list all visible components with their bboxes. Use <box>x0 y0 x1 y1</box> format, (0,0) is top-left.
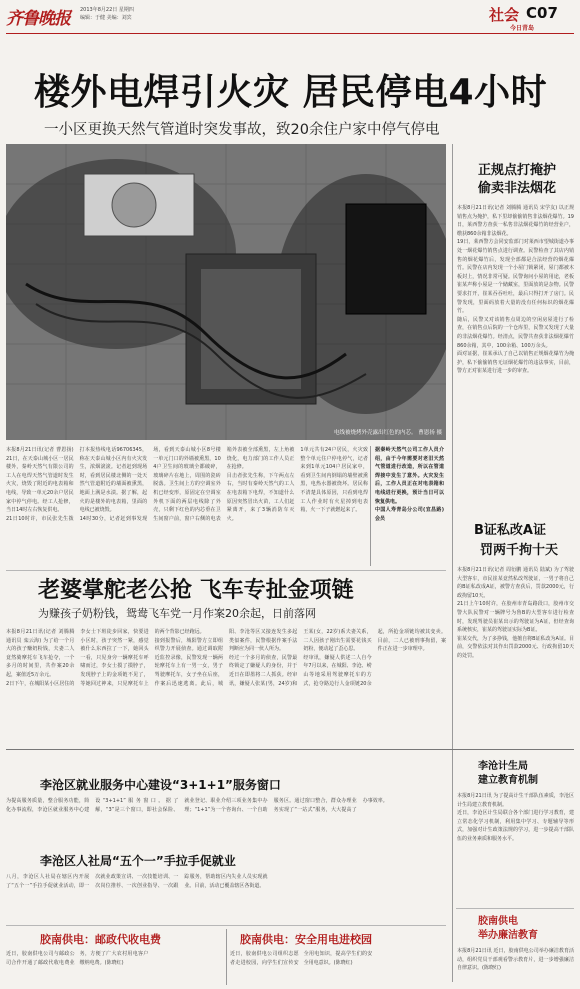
bottom-mid-divider <box>226 929 227 985</box>
masthead <box>0 0 580 36</box>
bottom-story2-headline: 李沧区人社局“五个一”手拉手促就业 <box>40 854 236 868</box>
bottom-story3-headline: 胶南供电：邮政代收电费 <box>40 933 161 946</box>
bottom-story4-body: 近日，胶南供电公司组织志愿者走进校园，向学生们宣传安全用电知识，提高学生们的安全用电意识。(陈晓红) <box>230 951 373 966</box>
right-story4-headline-2: 举办廉洁教育 <box>478 930 538 941</box>
right-story3-headline-2: 建立教育机制 <box>478 775 538 786</box>
right-story4-body: 本报8月21日讯 近日，胶南供电公司举办廉洁教育活动，组织党员干部观看警示教育片，进一步增强廉洁自律意识。(陈晓红) <box>457 948 574 972</box>
header-underline <box>6 33 574 34</box>
right-story1-headline-2: 偷卖非法烟花 <box>478 181 557 196</box>
right-story2-headline-1: B证私改A证 <box>474 523 546 538</box>
newspaper-logo: 齐鲁晚报 <box>6 9 70 29</box>
side-quote-text: 据秦岭天然气公司工作人员介绍，由于今年需要对老旧天然气管道进行改造，所以在管道焊接中发生了意外。火灾发生后，工作人员正在对电表箱和电线进行更换，预计当日可以恢复供电。 中国人寿青岛分公司(宜昌路)会员 <box>375 447 444 522</box>
right-story3-headline-1: 李沧计生局 <box>478 761 528 772</box>
main-subheadline: 一小区更换天然气管道时突发事故，致20余住户家中停气停电 <box>44 122 440 138</box>
story2-subheadline: 为赚孩子奶粉钱，鸳鸯飞车党一月作案20余起，日前落网 <box>38 607 316 620</box>
divider-3 <box>6 925 446 926</box>
right-col-divider <box>452 144 453 982</box>
right-story4-headline-1: 胶南供电 <box>478 916 518 927</box>
section-name: 社会 <box>489 6 520 24</box>
edition-label: 今日青岛 <box>510 25 535 32</box>
main-headline: 楼外电焊引火灾 居民停电4小时 <box>34 72 548 113</box>
right-story3-body: 本报8月21日讯 为了提高计生干部队伍素质，李沧区计生局建立教育机制。 近日，李沧区计生局联合各个部门进行学习教育，建立常态化学习机制，利用集中学习、专题辅导等形式，加强对计生政策法规的学习，进一步提高干部队伍的业务素质和服务水平。 <box>457 793 574 842</box>
bottom-story2-body: 八月，李沧区人社局在辖区内开展了“五个一”手拉手促就业活动，即一次就业政策宣讲、一次技能培训、一次岗位推荐、一次创业指导、一次跟踪服务，帮助辖区内失业人员实现就业。目前，活动已覆盖辖区各街道。 <box>6 874 268 889</box>
story2-body: 本报8月21日讯(记者 刘腾腾 通讯员 栾云海) 为了给一个月大的孩子赚奶粉钱，夫妻二人竟然骑摩托车飞车抢夺，一个多月的时间里，共作案20余起，案值近5万余元。 2日下午，在城阳某小区居住的李女士下班徒步回家，快要进小区时，孩子突然一紧，感觉被什么东西拉了一下，她回头一看，只见身旁一辆摩托车呼啸而过，李女士摸了摸脖子，发现脖子上的金项链不见了，等她回过神来，只见摩托车上的两个背影已经跑远。 接到报警后，城阳警方立即组织警力开展侦查。通过调取附近监控录像，民警发现一辆两轮摩托车上有一男一女，男子驾驶摩托车，女子坐在后座，作案后迅速逃离。此后，城阳、李沧等区又接连发生多起类似案件，民警根据作案手法判断应为同一伙人所为。 经过一个多月的侦查，民警最终锁定了嫌疑人的身份，并于近日在即墨将二人抓获。经审讯，嫌疑人张某(男，24岁)和王某(女，22岁)系夫妻关系，二人因孩子刚出生需要花钱买奶粉，便动起了歪心思。 经审讯，嫌疑人供述二人自今年7月以来，在城阳、李沧、崂山等地采用驾驶摩托车的方式，抢夺路边行人金项链20余起，所抢金项链均被其变卖。目前，二人已被刑事拘留，案件正在进一步审理中。 <box>6 629 446 687</box>
date-line: 2013年8月22日 星期四 <box>80 7 134 13</box>
photo-image <box>6 144 446 440</box>
main-story-body: 本报8月21日讯(记者 曹恩扬) 21日，在天泰山城小区一居民楼外，秦岭天然气有限公司的工人在电焊天然气管道时发生火灾，烧毁了附近的电表箱和电线，导致一单元20余户居民家中停气停电。经工人抢修，当日14时左右恢复供电。 21日10时许，市民张先生拨打本报热线电话96706345，称在天泰山城小区内有火灾发生，浓烟滚滚。记者赶到现场时，看到居民楼北侧的一处天然气管道附近的墙面被熏黑，地面上满是水渍。据了解，起火的是楼外的电表箱，里面的电线已被烧毁。 14时30分，记者赶到事发现场，看到天泰山城小区8号楼一单元门口的外墙被熏黑，104户卫生间的玻璃全都破碎，玻璃碎片在地上，周围的瓷砖脱落。卫生间上方的空调室外机已经变形，原固定在空调室外机下面的两层电线除了外壳，只剩下红色的内芯垂在卫生间窗户前，窗户右侧的电表箱外表被全部熏黑，左上角被烧化，电力部门的工作人员正在抢修。 目击者张先生称，下午两点左右，当时有秦岭天然气的工人在电表箱下电焊，不知道什么原因突然冒出火苗，工人们赶紧离开，来了3辆消防车灭火。 1单元共有24户居民，火灾致整个单元住户停电停气，记者来到1单元104户居民家中，看到卫生间内倒塌的墙壁被熏黑，电热水器被烧坏。居民称不清楚具体原因，只看到电焊工人作业时有火星掉到电表箱，火一下子就燃起来了。 <box>6 447 368 522</box>
side-quote-box <box>370 446 444 566</box>
fire-scene-photo <box>6 144 446 440</box>
divider-1 <box>6 570 446 571</box>
page-number: C07 <box>526 4 558 22</box>
right-story2-headline-2: 罚两千拘十天 <box>480 543 559 558</box>
divider-4 <box>456 908 574 909</box>
story2-headline: 老婆掌舵老公抢 飞车专扯金项链 <box>38 578 354 603</box>
right-story2-body: 本报8月21日讯(记者 周衍鹏 通讯员 陆斌) 为了驾驶大型客车，市民崔某竟然私改驾驶证，一男子将自己的B证私改成A证，被警方查获后，罚款2000元，行政拘留10天。 21日上午10时许，在胶州市青岛路段口，胶州市交警大队民警对一辆牌号为鲁B的大型客车进行检查时，发现驾驶员崔某出示的驾驶证为A证，但经查询系统核实，崔某的驾驶证实际为B证。 崔某交代，为了多挣钱，他擅自将B证私改为A证。目前，交警依法对其作出罚款2000元、行政拘留10天的处罚。 <box>457 567 574 659</box>
right-story1-headline-1: 正规点打掩护 <box>478 163 557 178</box>
bottom-story1-body: 为提高服务质量，整合服务功能，简化办事流程，李沧区就业服务中心建设“3+1+1”服务窗口。据了解，“3”是三个窗口，即社会保险、就业登记、职业介绍三项业务集中办理；“1+1”为一个咨询台、一个自助服务区。通过窗口整合，群众办理业务实现了“一站式”服务，大大提高了办事效率。 <box>6 798 388 813</box>
editor-line: 编辑：于健 美编：刘宾 <box>80 15 132 21</box>
bottom-story4-headline: 胶南供电：安全用电进校园 <box>240 933 372 946</box>
photo-caption: 电线被烧烤外壳露出红色的内芯。 曹恩扬 摄 <box>334 430 442 436</box>
bottom-story1-headline: 李沧区就业服务中心建设“3+1+1”服务窗口 <box>40 778 281 792</box>
bottom-story3-body: 近日，胶南供电公司与邮政公司合作开通了邮政代收电费业务，方便了广大农村用电客户缴纳电费。(陈晓红) <box>6 951 149 966</box>
divider-2 <box>6 749 574 750</box>
right-story1-body: 本报8月21日讯(记者 刘腾腾 通讯员 宋学友) 以正规销售点为掩护，私下里却偷偷销售非法烟花爆竹。19日，莱西警方查获一私售非法烟花爆竹的经营业户，缴获860余箱非法烟花。 19日，莱西警方会同安监部门对莱西市望城街道办事处一烟花爆竹销售点进行调查。民警检查了其店内销售的烟花爆竹后，发现全部都是合法经营的烟花爆竹。民警在店内发现一个小屋门锁紧闭，屋门都被木板封上，情况非常可疑。民警询问小屋的用途，老板崔某声称小屋是一个储藏室，里面放的是杂物。民警要求打开，崔某吞吞吐吐，最后只得打开了房门。民警发现，里面码放着大量的没有任何标识的烟花爆竹。 随后，民警又对该销售点周边的空闲房屋进行了检查，在销售点后院的一个仓库里，民警又发现了大量的非法烟花爆竹。经清点，民警共查获非法烟花爆竹860余箱，其中，100余箱、100万余头。 面对证据，崔某承认了自己以销售正规烟花爆竹为掩护，私下偷偷销售无证烟花爆竹的违法事实，目前，警方正对崔某进行进一步的审查。 <box>457 205 574 375</box>
